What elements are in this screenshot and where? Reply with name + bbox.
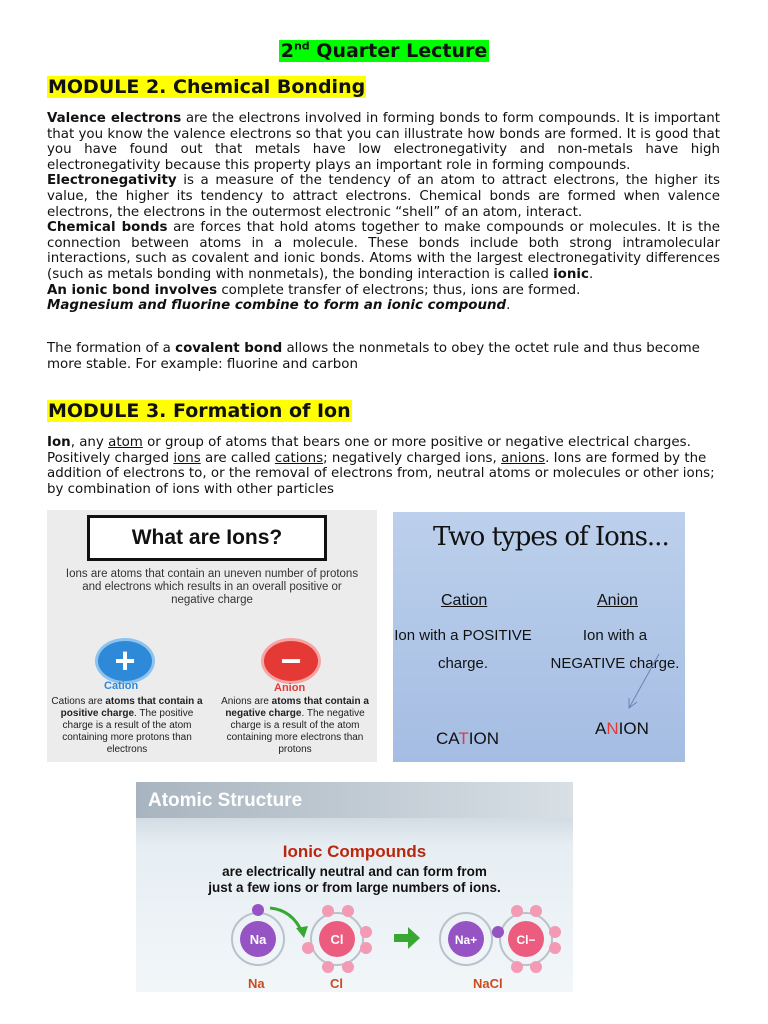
figure3-header: Atomic Structure (148, 790, 303, 811)
cation-word-t: T (458, 729, 469, 748)
title-superscript: nd (293, 40, 310, 53)
paragraph-valence (47, 111, 720, 173)
figure2-anion-heading: Anion (597, 592, 638, 609)
green-arrow-icon (408, 927, 420, 949)
text-ionic-bond: complete transfer of electrons; thus, ions are formed. (217, 282, 581, 298)
text-segment: ; negatively charged ions, (323, 450, 502, 466)
module2-heading-text: MODULE 2. Chemical Bonding (48, 76, 366, 98)
link-anions[interactable]: anions (501, 450, 546, 466)
figure1-description: Ions are atoms that contain an uneven number of protons and electrons which results in an overall positive or negative charge (65, 568, 359, 606)
period: . (506, 298, 511, 314)
figure2-anion-desc: Ion with a NEGATIVE charge. (550, 627, 680, 672)
na-electron (252, 904, 264, 916)
minus-icon (261, 638, 321, 684)
plus-icon (95, 638, 155, 684)
na-ion-symbol: Na+ (454, 933, 478, 947)
anion-desc-b: . The negative charge is a result of the atom containing more electrons than protons (226, 708, 365, 755)
text-segment: are called (200, 450, 275, 466)
cation-desc-b: . The positive charge is a result of the atom containing more protons than electrons (62, 708, 194, 755)
title-text: Quarter Lecture (309, 40, 488, 63)
cl-ion-symbol: Cl− (516, 933, 536, 947)
anion-label: Anion (274, 682, 306, 694)
anion-word-n: N (606, 719, 619, 738)
module2-heading (47, 76, 366, 98)
term-electronegativity: Electronegativity (47, 173, 177, 189)
title-highlight (279, 40, 490, 62)
figure2-title: Two types of Ions... (433, 522, 669, 552)
term-ion: Ion (47, 435, 71, 450)
period: . (588, 266, 594, 282)
text-electronegativity: is a measure of the tendency of an atom to attract electrons, the higher its value, the higher its tendency to attract electrons. Chemical bonds are formed when valence electrons, the electrons in the outermost electronic “shell” of an atom, interact. (47, 173, 720, 220)
text-segment: or group of atoms that bears one or more positive or negative electrical charges. Positively charged (47, 435, 691, 466)
figure2-cation-heading: Cation (441, 592, 488, 609)
na-symbol: Na (249, 932, 267, 947)
figure2-anion-word (595, 719, 649, 739)
figure2-cation-desc: Ion with a POSITIVE charge. (394, 627, 532, 672)
cation-description (47, 696, 207, 756)
figure-what-are-ions (47, 510, 377, 762)
term-chemical-bonds: Chemical bonds (47, 220, 168, 236)
module3-heading (47, 400, 352, 422)
ionic-bond-diagram (136, 782, 573, 992)
term-ionic-bond: An ionic bond involves (47, 282, 218, 298)
figure2-cation-word (436, 729, 499, 749)
label-nacl: NaCl (473, 976, 503, 991)
transferred-electron (492, 926, 504, 938)
plus-glyph: + (114, 640, 136, 681)
cation-word-a: CA (436, 729, 459, 748)
cation-label: Cation (104, 680, 139, 692)
example-magnesium-fluorine: Magnesium and fluorine combine to form an ionic compound (47, 298, 507, 314)
text-covalent-a: The formation of a (47, 341, 176, 356)
paragraph-electronegativity (47, 173, 720, 220)
link-ions[interactable]: ions (173, 450, 201, 466)
anion-description (215, 696, 375, 756)
cation-word-b: ION (468, 729, 499, 748)
anion-desc-bold: atoms that contain a negative charge (225, 696, 369, 719)
anion-word-a: A (595, 719, 607, 738)
page-title (0, 40, 768, 62)
minus-glyph: − (280, 640, 302, 681)
term-ionic: ionic (553, 266, 589, 282)
paragraph-chemical-bonds (47, 220, 720, 282)
paragraph-example (47, 298, 720, 314)
text-valence: are the electrons involved in forming bonds to form compounds. It is important that you know the valence electrons so that you can illustrate how bonds are formed. It is good that you have found out that metals have low electronegativity and non-metals have high electronegativity because this property plays an important role in forming compounds. (47, 111, 721, 173)
paragraph-ionic-bond (47, 283, 720, 299)
term-covalent-bond: covalent bond (175, 341, 283, 356)
text-covalent-b: allows the nonmetals to obey the octet rule and thus become more stable. For example: fluorine and carbon (47, 341, 700, 372)
title-number: 2 (280, 40, 294, 63)
figure3-subtitle-line1: are electrically neutral and can form from (222, 864, 487, 879)
link-atom[interactable]: atom (108, 435, 143, 450)
module2-body (47, 111, 720, 314)
figure3-title: Ionic Compounds (282, 842, 427, 861)
term-valence: Valence electrons (47, 111, 182, 126)
text-segment: , any (70, 435, 109, 450)
cation-desc-a: Cations are (51, 696, 106, 707)
covalent-paragraph (47, 341, 720, 372)
figure1-title: What are Ions? (87, 515, 327, 561)
cl-symbol: Cl (330, 932, 344, 947)
label-cl: Cl (330, 976, 343, 991)
anion-word-b: ION (618, 719, 649, 738)
cation-desc-bold: atoms that contain a positive charge (60, 696, 203, 719)
figure-ionic-compounds (136, 782, 573, 992)
label-na: Na (248, 976, 265, 991)
link-cations[interactable]: cations (274, 450, 324, 466)
figure-two-types-of-ions (393, 512, 685, 762)
text-segment: . Ions are formed by the addition of electrons to, or the removal of electrons from, neutral atoms or molecules or other ions; by combination of ions with other particles (47, 450, 715, 497)
text-chemical-bonds: are forces that hold atoms together to make compounds or molecules. It is the connection between atoms in a molecule. These bonds include both strong intramolecular interactions, such as covalent and ionic bonds. Atoms with the largest electronegativity differences (such as metals bonding with nonmetals), the bonding interaction is called (47, 220, 721, 282)
figure3-subtitle-line2: just a few ions or from large numbers of ions. (208, 880, 501, 895)
anion-desc-a: Anions are (221, 696, 272, 707)
module3-heading-text: MODULE 3. Formation of Ion (48, 400, 351, 422)
module3-body (47, 435, 720, 497)
